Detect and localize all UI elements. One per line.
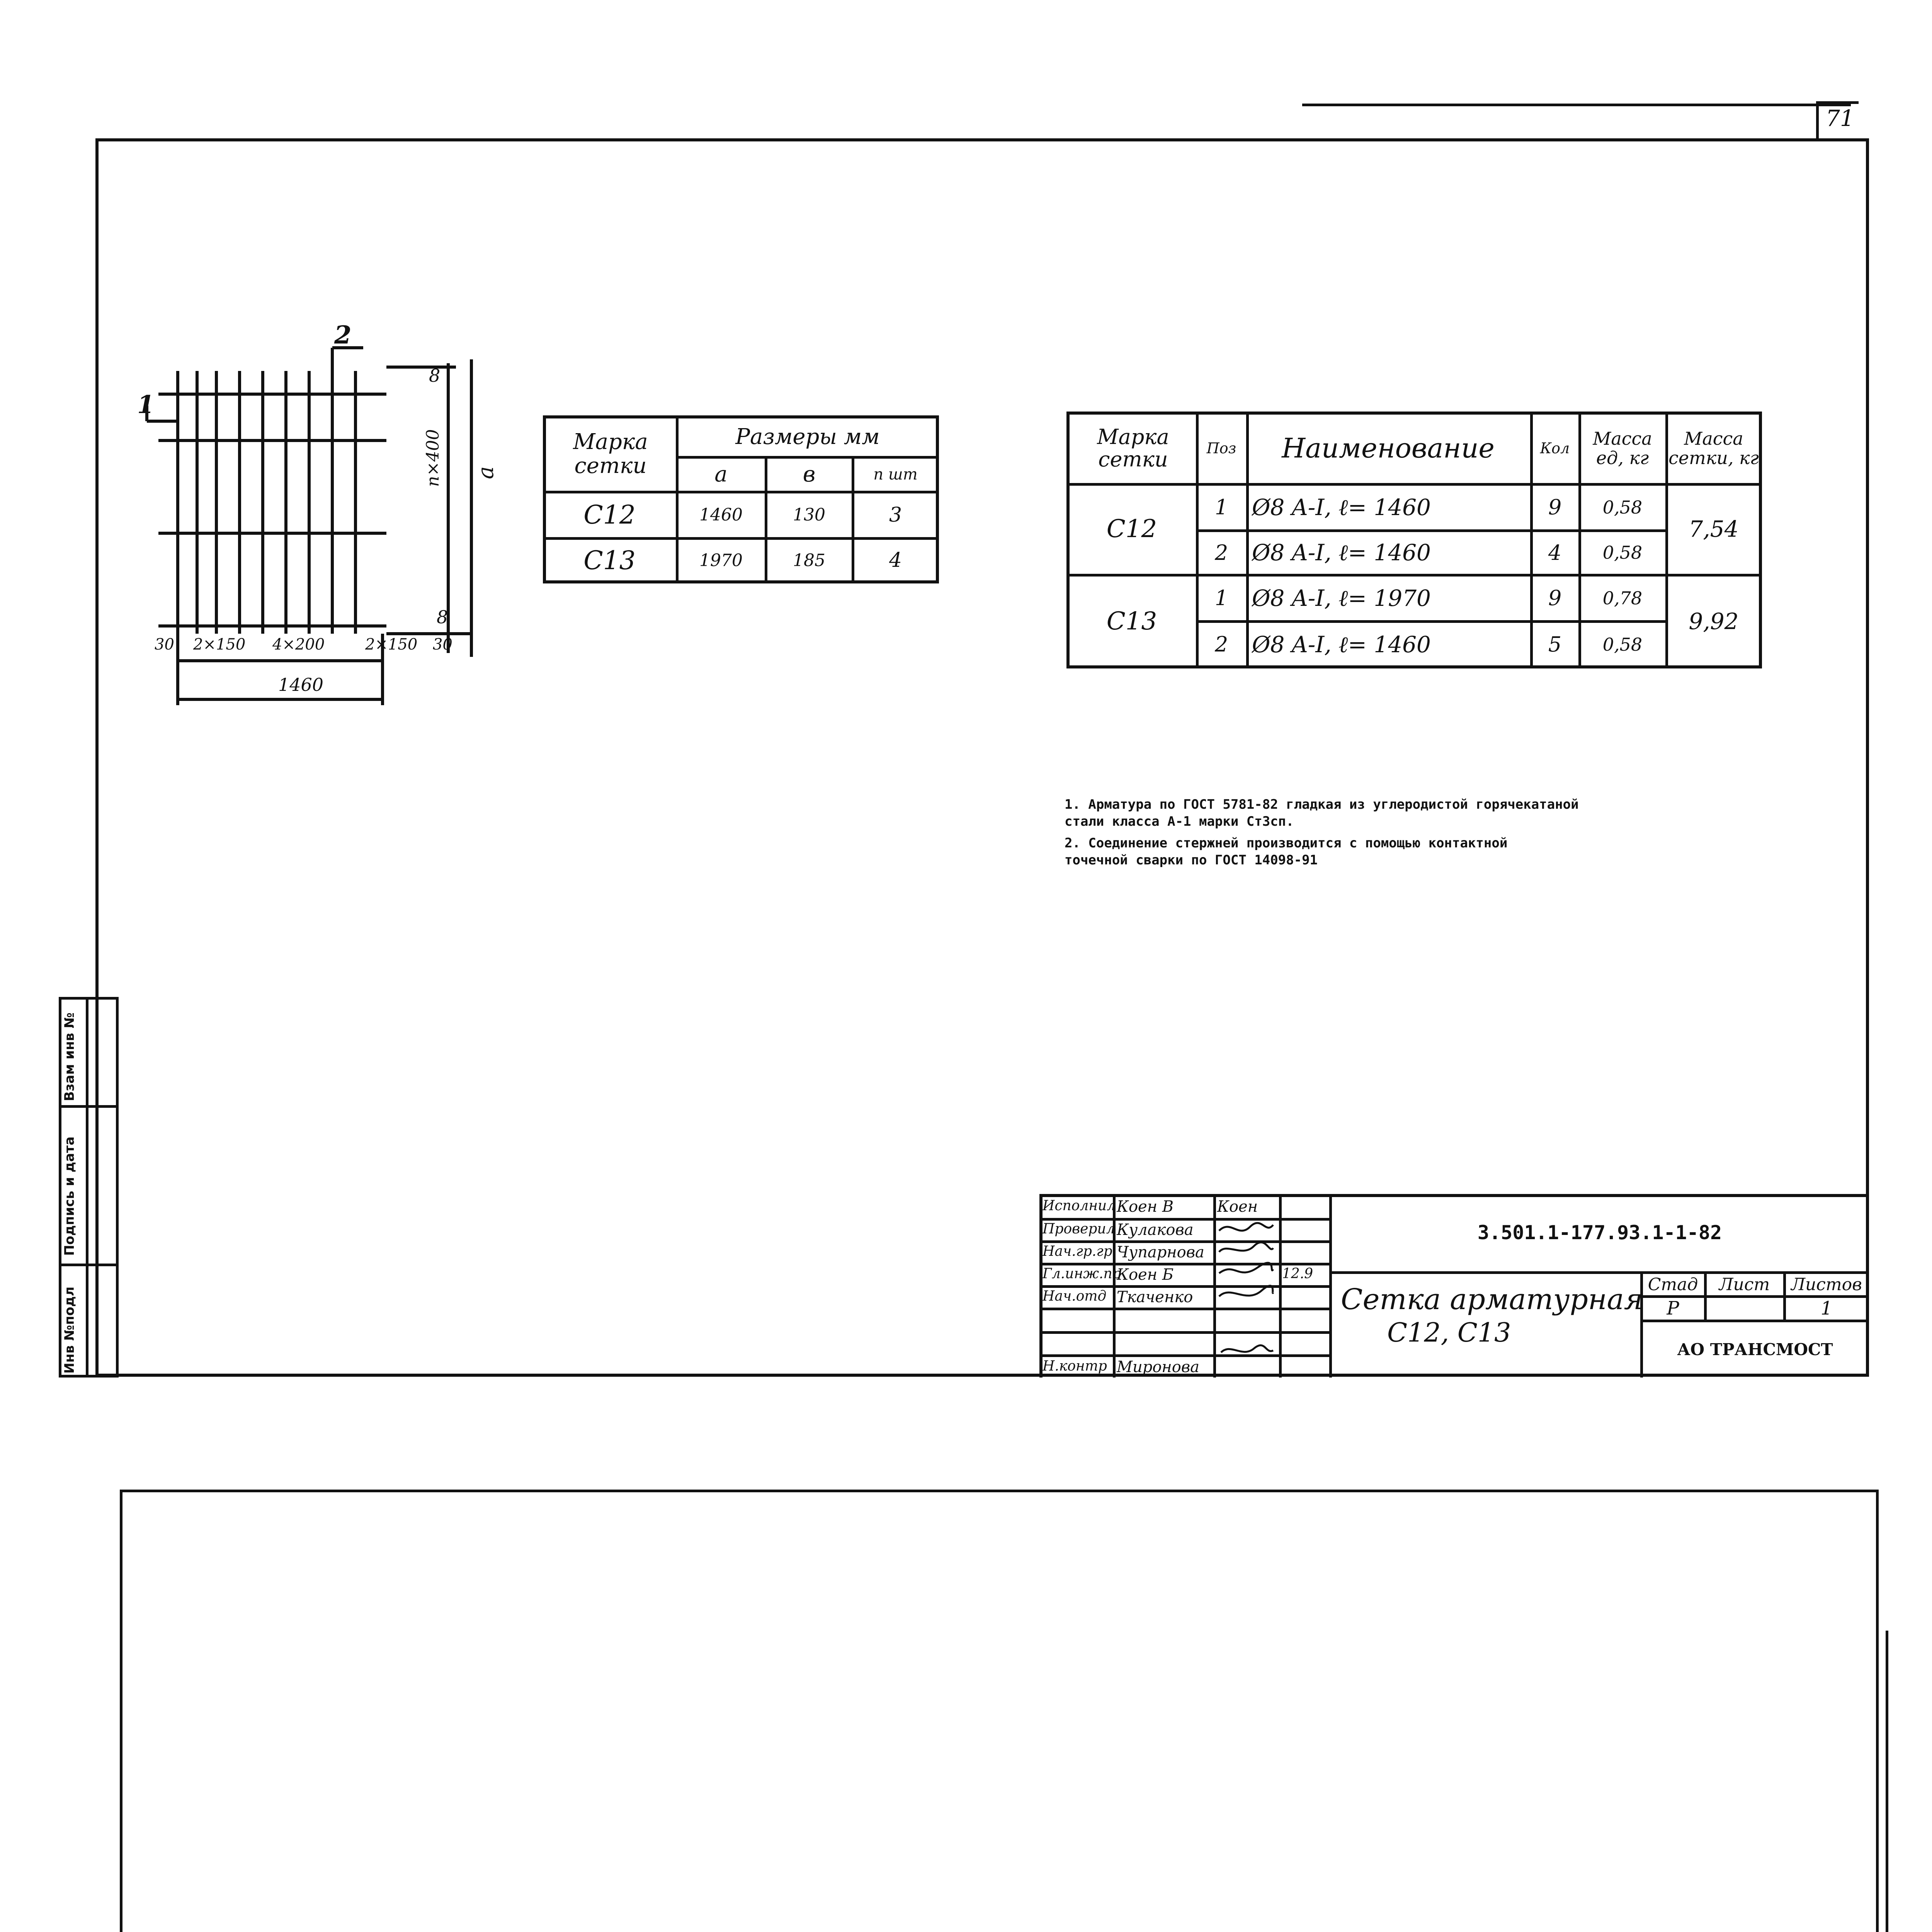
spec-cell-name: Ø8 A-I, ℓ= 1460 xyxy=(1252,494,1431,520)
spec-cell-pos: 1 xyxy=(1214,495,1228,519)
stamp-rule xyxy=(1329,1194,1332,1378)
stamp-sheets-label: Листов xyxy=(1791,1275,1862,1294)
spec-cell-unit-mass: 0,58 xyxy=(1602,497,1643,518)
signature xyxy=(1219,1286,1273,1296)
spec-cell-qty: 9 xyxy=(1548,586,1562,610)
stamp-code: 3.501.1-177.93.1-1-82 xyxy=(1477,1221,1722,1244)
dim-nx400: n×400 xyxy=(423,429,443,487)
spec-header-mark: Марка сетки xyxy=(1097,425,1169,471)
sizes-cell-mark: С12 xyxy=(583,500,636,530)
spec-cell-unit-mass: 0,78 xyxy=(1602,587,1643,609)
dim-bottom-8: 8 xyxy=(437,607,448,628)
stamp-role: Гл.инж.пр xyxy=(1043,1266,1121,1282)
spec-cell-name: Ø8 A-I, ℓ= 1460 xyxy=(1252,539,1431,566)
stamp-rule xyxy=(1039,1218,1329,1221)
spec-cell-mesh-mass: 7,54 xyxy=(1689,516,1739,542)
stamp-role: Проверил xyxy=(1043,1221,1115,1237)
sizes-cell-a: 1970 xyxy=(699,550,743,570)
spec-cell-pos: 2 xyxy=(1214,540,1228,565)
lower-frame-right xyxy=(1876,1490,1879,1932)
note-line: 1. Арматура по ГОСТ 5781-82 гладкая из углеродистой горячекатаной xyxy=(1065,797,1579,812)
left-band-divider xyxy=(59,1105,119,1108)
stamp-name: Коен Б xyxy=(1117,1266,1174,1284)
stamp-date: 12.9 xyxy=(1282,1266,1313,1282)
lower-frame-left xyxy=(120,1490,122,1932)
sizes-header-sizes: Размеры мм xyxy=(735,424,880,449)
sizes-cell-n: 3 xyxy=(889,503,902,527)
band-label-vzam: Взам инв № xyxy=(62,1012,77,1101)
stamp-title-line2: С12, С13 xyxy=(1387,1318,1511,1348)
left-band-divider xyxy=(59,1264,119,1266)
sizes-header-mark: Марка сетки xyxy=(573,429,648,478)
stamp-role: Нач.отд xyxy=(1043,1288,1107,1304)
note-line: точечной сварки по ГОСТ 14098-91 xyxy=(1065,852,1318,868)
spec-cell-name: Ø8 A-I, ℓ= 1970 xyxy=(1252,585,1431,611)
spec-header-name: Наименование xyxy=(1282,432,1495,464)
dim-bottom-segment: 30 xyxy=(433,636,452,653)
stamp-rule xyxy=(1039,1263,1329,1265)
upper-sheet-frame xyxy=(95,138,1869,1377)
note-line: 2. Соединение стержней производится с помощью контактной xyxy=(1065,835,1508,851)
spec-cell-mesh-mass: 9,92 xyxy=(1689,608,1739,634)
left-band-divider xyxy=(86,997,88,1378)
stamp-role: Н.контр xyxy=(1043,1358,1107,1374)
sizes-subheader: a xyxy=(714,462,728,487)
spec-cell-pos: 1 xyxy=(1214,586,1228,610)
spec-cell-unit-mass: 0,58 xyxy=(1602,634,1643,655)
band-label-podpis: Подпись и дата xyxy=(62,1136,77,1256)
stamp-rule xyxy=(1039,1354,1329,1357)
sizes-cell-mark: С13 xyxy=(583,545,636,575)
stamp-sheets: 1 xyxy=(1820,1297,1833,1319)
spec-cell-qty: 9 xyxy=(1548,495,1562,519)
stamp-rule xyxy=(1039,1240,1329,1243)
spec-cell-mark: С12 xyxy=(1106,515,1157,543)
signature-scribbles xyxy=(1215,1219,1277,1358)
stamp-name: Ткаченко xyxy=(1117,1288,1193,1306)
stamp-name: Кулакова xyxy=(1117,1221,1194,1239)
stamp-role: Исполнил xyxy=(1043,1198,1116,1214)
stamp-rule xyxy=(1783,1271,1786,1320)
stamp-stage: Р xyxy=(1667,1297,1679,1319)
signature xyxy=(1219,1263,1273,1273)
lower-frame-edge xyxy=(1886,1631,1888,1932)
dim-bottom-segment: 30 xyxy=(155,636,174,653)
lower-frame-top xyxy=(120,1490,1878,1492)
sizes-cell-a: 1460 xyxy=(699,505,743,525)
spec-header-pos: Поз xyxy=(1206,440,1236,457)
spec-cell-qty: 5 xyxy=(1548,632,1562,656)
spec-header-unit-mass: Масса ед, кг xyxy=(1593,428,1652,468)
callout-1-label: 1 xyxy=(137,390,155,419)
stamp-stage-label: Стад xyxy=(1648,1275,1698,1294)
stamp-title-line1: Сетка арматурная xyxy=(1341,1283,1643,1316)
spec-cell-unit-mass: 0,58 xyxy=(1602,542,1643,563)
stamp-org: АО ТРАНСМОСТ xyxy=(1677,1340,1833,1359)
spec-cell-mark: С13 xyxy=(1106,607,1157,636)
signature xyxy=(1219,1242,1273,1252)
dim-a: a xyxy=(473,466,498,479)
stamp-rule xyxy=(1039,1285,1329,1288)
dim-bottom-segment: 4×200 xyxy=(272,636,325,653)
signature xyxy=(1221,1345,1273,1352)
signature xyxy=(1219,1223,1273,1231)
stamp-rule xyxy=(1039,1331,1329,1334)
sheet-number: 71 xyxy=(1826,105,1854,131)
stamp-sheet xyxy=(1707,1298,1782,1319)
stamp-name: Миронова xyxy=(1117,1358,1199,1376)
stamp-rule xyxy=(1329,1271,1869,1274)
band-label-inv: Инв №подл xyxy=(62,1286,77,1374)
sizes-subheader: в xyxy=(803,462,816,487)
stamp-rule xyxy=(1704,1271,1707,1320)
dim-total: 1460 xyxy=(278,674,324,695)
stamp-name: Чупарнова xyxy=(1117,1243,1204,1261)
sizes-subheader: n шт xyxy=(873,465,918,483)
stamp-role: Нач.гр.гр xyxy=(1043,1243,1112,1259)
spec-cell-qty: 4 xyxy=(1548,540,1562,565)
dim-bottom-segment: 2×150 xyxy=(193,636,246,653)
dim-top-8: 8 xyxy=(429,365,440,386)
sizes-cell-b: 130 xyxy=(793,505,825,525)
spec-header-mesh-mass: Масса сетки, кг xyxy=(1668,428,1759,468)
sizes-cell-n: 4 xyxy=(889,549,902,572)
stamp-sign: Коен xyxy=(1217,1198,1258,1216)
dim-bottom-segment: 2×150 xyxy=(365,636,418,653)
callout-2-label: 2 xyxy=(334,321,352,350)
spec-cell-pos: 2 xyxy=(1214,632,1228,656)
spec-cell-name: Ø8 A-I, ℓ= 1460 xyxy=(1252,631,1431,658)
sizes-cell-b: 185 xyxy=(793,550,825,570)
spec-header-qty: Кол xyxy=(1540,440,1570,457)
sheet-number-divider xyxy=(1816,101,1819,140)
stamp-name: Коен В xyxy=(1117,1198,1174,1216)
header-strip-line xyxy=(1302,104,1851,106)
stamp-rule xyxy=(1039,1308,1329,1310)
note-line: стали класса А-1 марки Ст3сп. xyxy=(1065,814,1294,829)
stamp-sheet-label: Лист xyxy=(1719,1275,1770,1294)
stamp-rule xyxy=(1640,1320,1869,1322)
mesh-drawing xyxy=(131,325,537,719)
header-strip-line xyxy=(1816,101,1859,104)
